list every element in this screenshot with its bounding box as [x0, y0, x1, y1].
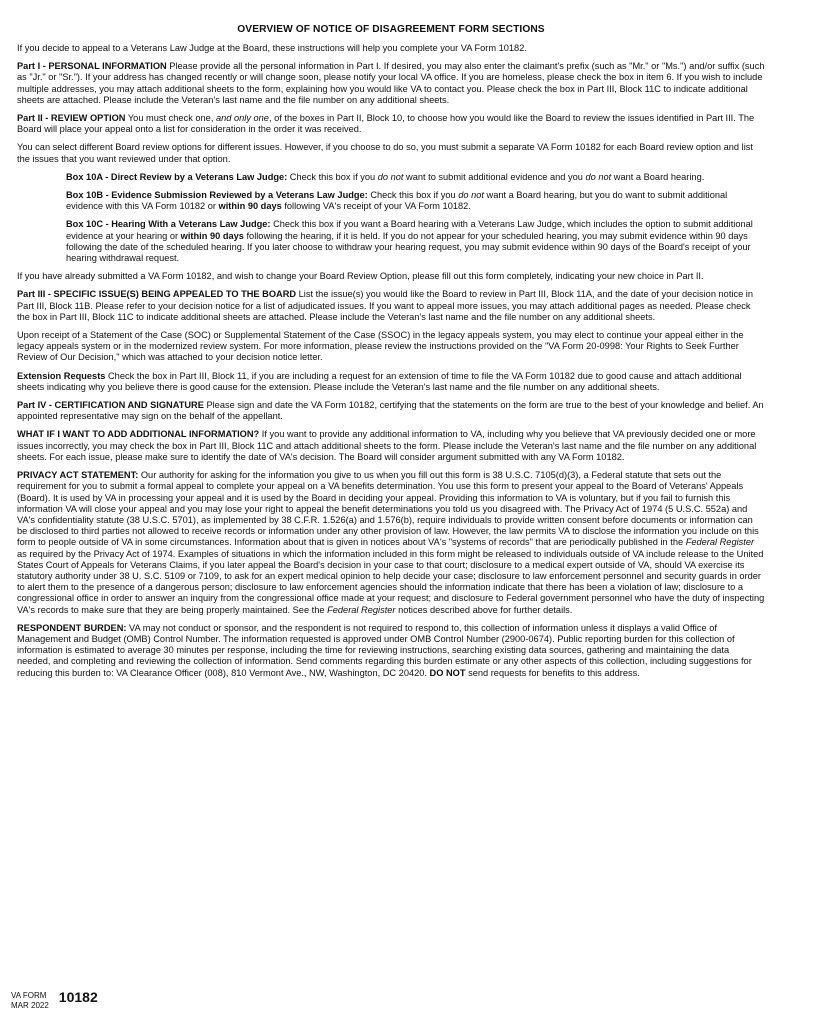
box10b-text-cont: want a Board hearing, but you do want to submit additional evidence with this VA Form 10182 or — [66, 190, 728, 212]
burden-text-end: send requests for benefits to this address. — [465, 667, 640, 678]
part3-text: List the issue(s) you would like the Board to review in Part III, Block 11A, and the date of your decision notice in Part III, Block 11B. Please refer to your decision notice for a list of adjudicated issues. If you want to appeal more issues, you may attach additional pages as needed. Please check the box in Part III, Block 11C to indicate additional sheets are attached. Please include the Veteran's last name and the file number on any additional sheets. — [17, 289, 753, 322]
burden-section — [17, 623, 765, 679]
box10c-text: Check this box if you want a Board hearing with a Veterans Law Judge, which includes the option to submit additional evidence at your hearing or — [66, 219, 753, 241]
part2-text: You must check one, — [125, 113, 216, 124]
box10c-strong: within 90 days — [180, 230, 244, 241]
privacy-emphasis-2: Federal Register — [327, 604, 396, 615]
part4-text: Please sign and date the VA Form 10182, certifying that the statements on the form are true to the best of your knowledge and belief. An appointed representative may sign on the behalf of the appellant. — [17, 400, 764, 422]
whatif-heading: WHAT IF I WANT TO ADD ADDITIONAL INFORMATION? — [17, 429, 260, 440]
different-options-paragraph: You can select different Board review options for different issues. However, if you choose to do so, you must submit a separate VA Form 10182 for each Board review option and list the issues that you want reviewed under that option. — [17, 142, 753, 164]
box10b-heading: Box 10B - Evidence Submission Reviewed by a Veterans Law Judge: — [66, 190, 368, 201]
box10b-text: Check this box if you — [367, 190, 459, 201]
privacy-section — [17, 470, 765, 616]
box10a-emphasis-2: do not — [585, 171, 612, 182]
privacy-heading: PRIVACY ACT STATEMENT: — [17, 470, 139, 481]
privacy-text: Our authority for asking for the information you give to us when you fill out this form is 38 U.S.C. 7105(d)(3), a Federal statute that sets out the requirement for you to submit a formal appeal to complete your appeal on a VA benefits determination. You use this form to present your appeal to the Board of Veterans' Appeals (Board). It is used by VA in processing your appeal and it is used by the Board in deciding your appeal. Providing this information to VA is voluntary, but if you fail to furnish this information VA will close your appeal and you may lose your right to appeal the benefit determinations you told us you disagreed with. The Privacy Act of 1974 (5 U.S.C. 552a) and VA's confidentiality statute (38 U.S.C. 5701), as implemented by 38 C.F.R. 1.526(a) and 1.576(b), require individuals to provide written consent before documents or information can be disclosed to third parties not allowed to receive records or information under any other provision of law. However, the law permits VA to disclose the information you include on this form to people outside of VA in some circumstances. Information about that is given in notices about VA's "systems of records" that are periodically published in the — [17, 470, 759, 548]
intro-paragraph: If you decide to appeal to a Veterans Law Judge at the Board, these instructions will help you complete your VA Form 10182. — [17, 43, 527, 53]
box10c-text-cont: following the hearing, if it is held. If you do not appear for your scheduled hearing, you may submit evidence within 90 days following the date of the scheduled hearing. If you later choose to withdraw your hearing request, you may submit evidence within 90 days of the Board's receipt of your hearing withdrawal request. — [66, 230, 751, 264]
box10b-emphasis: do not — [458, 190, 484, 201]
document-title: OVERVIEW OF NOTICE OF DISAGREEMENT FORM SECTIONS — [237, 24, 545, 35]
extension-heading: Extension Requests — [17, 370, 106, 381]
burden-heading: RESPONDENT BURDEN: — [17, 622, 127, 633]
extension-section — [17, 371, 765, 393]
box10b-strong: within 90 days — [218, 201, 282, 212]
already-submitted-paragraph: If you have already submitted a VA Form 10182, and wish to change your Board Review Option, please fill out this form completely, indicating your new choice in Part II. — [17, 271, 704, 282]
part2-section — [17, 113, 765, 135]
part2-heading: Part II - REVIEW OPTION — [17, 113, 126, 124]
part4-heading: Part IV - CERTIFICATION AND SIGNATURE — [17, 400, 204, 411]
part2-text-cont: , of the boxes in Part II, Block 10, to choose how you would like the Board to review the issues identified in Part III. The Board will place your appeal onto a list for consideration in the order it was received. — [17, 113, 755, 135]
form-id-block — [11, 991, 49, 1010]
whatif-section — [17, 429, 765, 463]
extension-text: Check the box in Part III, Block 11, if you are including a request for an extension of time to file the VA Form 10182 due to good cause and attach additional sheets indicating why you believe there is good cause for the extension. Please include the Veteran's last name and the file number on any additional sheets. — [17, 370, 742, 392]
box10a-emphasis: do not — [377, 171, 404, 182]
form-label: VA FORM — [11, 991, 47, 1000]
part1-section — [17, 61, 765, 106]
soc-paragraph: Upon receipt of a Statement of the Case (SOC) or Supplemental Statement of the Case (SSOC) in the legacy appeals system, you may elect to continue your appeal either in the legacy appeals system or in the modernized review system. For more information, please review the instructions provided on the "VA Form 20-0998: Your Rights to Seek Further Review of Our Decision," which was attached to your decision notice letter. — [17, 330, 744, 363]
form-date: MAR 2022 — [11, 1000, 49, 1010]
part4-section — [17, 400, 765, 422]
part3-section — [17, 289, 765, 323]
box10c-section — [66, 219, 765, 264]
box10a-text: Check this box if you — [287, 171, 378, 182]
box10a-section — [66, 172, 765, 183]
part2-emphasis: and only one — [215, 113, 269, 124]
form-footer — [11, 988, 98, 1010]
part1-heading: Part I - PERSONAL INFORMATION — [17, 61, 167, 72]
burden-text: VA may not conduct or sponsor, and the respondent is not required to respond to, this collection of information unless it displays a valid Office of Management and Budget (OMB) Control Number. The information requested is approved under OMB Control Number (2900-0674). Public reporting burden for this collection of information is estimated to average 30 minutes per response, including the time for reviewing instructions, searching existing data sources, gathering and maintaining the data needed, and completing and reviewing the collection of information. Send comments regarding this burden estimate or any other aspects of this collection, including suggestions for reducing this burden to: VA Clearance Officer (008), 810 Vermont Ave., NW, Washington, DC 20420. — [17, 622, 752, 678]
privacy-text-cont: as required by the Privacy Act of 1974. Examples of situations in which the information included in this form might be released to individuals outside of VA include release to the United States Court of Appeals for Veterans Claims, if you later appeal the Board's decision in your case to that court; disclosure to a medical expert outside of VA, should VA exercise its statutory authority under 38 U. S.C. 5109 or 7109, to ask for an expert medical opinion to help decide your case; disclosure to law enforcement personnel and security guards in order to alert them to the presence of a dangerous person; disclosure to law enforcement agencies should the information indicate that there has been a violation of law; disclosure to a congressional office in order to answer an inquiry from the congressional office made at your request; and disclosure to Federal government personnel who have the duty of inspecting VA's records to make sure that they are being properly maintained. See the — [17, 548, 765, 615]
box10c-heading: Box 10C - Hearing With a Veterans Law Judge: — [66, 219, 271, 230]
part3-heading: Part III - SPECIFIC ISSUE(S) BEING APPEALED TO THE BOARD — [17, 289, 297, 300]
box10a-heading: Box 10A - Direct Review by a Veterans Law Judge: — [66, 171, 288, 182]
box10b-text-end: following VA's receipt of your VA Form 10182. — [281, 201, 471, 212]
box10a-text-end: want a Board hearing. — [611, 171, 705, 182]
privacy-emphasis: Federal Register — [685, 537, 755, 548]
whatif-text: If you want to provide any additional information to VA, including why you believe that VA previously decided one or more issues incorrectly, you may check the box in Part III, Block 11C and attach additional sheets to the form. Please include the Veteran's last name and the file number on any additional sheets. For each issue, please make sure to identify the date of VA's decision. The Board will consider argument submitted with any VA Form 10182. — [17, 429, 757, 462]
document-page — [17, 24, 765, 686]
form-number: 10182 — [58, 988, 98, 1005]
privacy-text-end: notices described above for further details. — [395, 604, 573, 615]
burden-strong: DO NOT — [429, 667, 466, 678]
box10a-text-cont: want to submit additional evidence and you — [403, 171, 586, 182]
part1-text: Please provide all the personal information in Part I. If desired, you may also enter the claimant's prefix (such as "Mr." or "Ms.") and/or suffix (such as "Jr." or "Sr."). If your address has changed recently or will change soon, please notify your local VA office. If you are homeless, please check the box in item 6. If you wish to include multiple addresses, you may attach additional sheets to the form, explaining how you would like VA to contact you. Please check the box in Part III, Block 11C to indicate additional sheets are attached. Please include the Veteran's last name and the file number on any additional sheets. — [17, 61, 765, 105]
box10b-section — [66, 190, 765, 212]
